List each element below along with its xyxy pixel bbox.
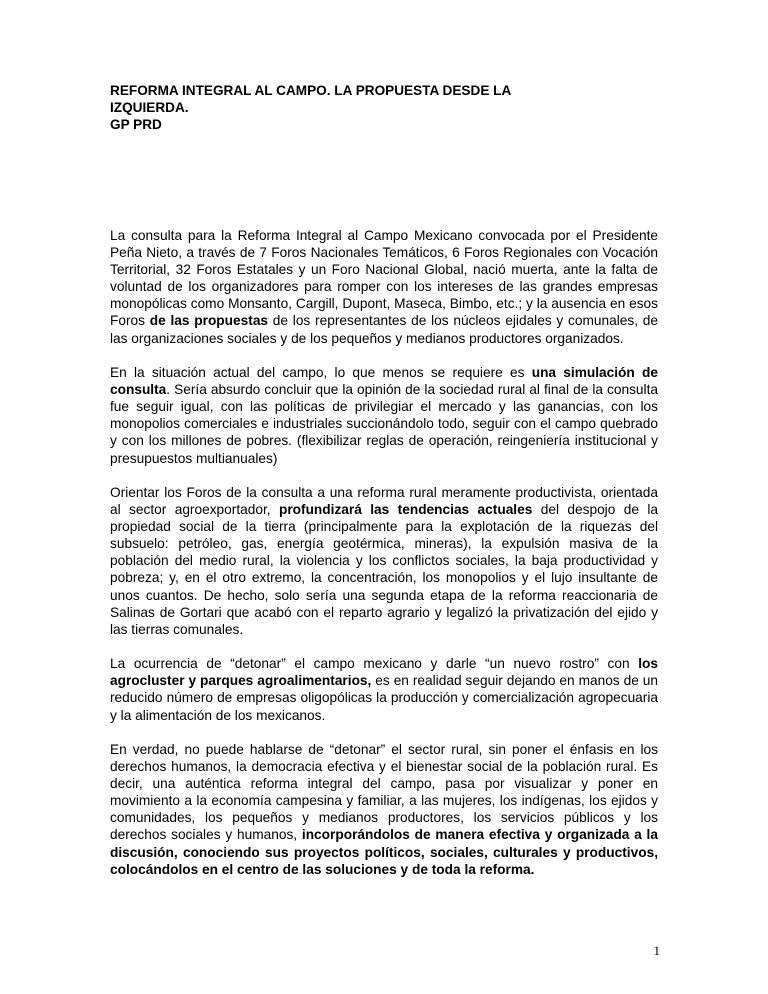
paragraph-text: Orientar los Foros de la consulta a una reforma rural meramente productivista, orientada al sector agroexportador,: [110, 485, 658, 518]
paragraph-bold-text: de las propuestas: [149, 313, 269, 329]
paragraph-text: . Sería absurdo concluir que la opinión de la sociedad rural al final de la consulta fue seguir igual, con las políticas de privilegiar el mercado y las ganancias, con los monopolios comerciales e industriales succionándolo todo, seguir con el campo quebrado y con los millones de pobres. (flexibilizar reglas de operación, reingeniería institucional y presupuestos multianuales): [110, 382, 658, 466]
title-line-3: GP PRD: [110, 117, 162, 132]
paragraph-2: [110, 364, 658, 467]
document-body: [110, 227, 658, 895]
title-line-2: IZQUIERDA.: [110, 100, 189, 115]
paragraph-text: del despojo de la propiedad social de la tierra (principalmente para la explotación de la riquezas del subsuelo: petróleo, gas, energía geotérmica, mineras), la expulsión masiva de la población del medio rural, la violencia y los conflictos sociales, la baja productividad y pobreza; y, en el otro extremo, la concentración, los monopolios y el lujo insultante de unos cuantos. De hecho, solo sería una segunda etapa de la reforma reaccionaria de Salinas de Gortari que acabó con el reparto agrario y legalizó la privatización del ejido y las tierras comunales.: [110, 502, 658, 637]
paragraph-3: [110, 484, 658, 638]
paragraph-bold-text: una simulación de consulta: [110, 365, 658, 398]
paragraph-1: [110, 227, 658, 347]
document-title: [110, 82, 670, 133]
paragraph-bold-text: incorporándolos de manera efectiva y organizada a la discusión, conociendo sus proyectos políticos, sociales, culturales y productivos, colocándolos en el centro de las soluciones y de toda la reforma.: [110, 827, 658, 877]
paragraph-text: La ocurrencia de “detonar” el campo mexicano y darle “un nuevo rostro” con: [110, 656, 639, 672]
paragraph-bold-text: los agrocluster y parques agroalimentarios,: [110, 656, 658, 689]
paragraph-5: [110, 741, 658, 878]
paragraph-text: La consulta para la Reforma Integral al Campo Mexicano convocada por el Presidente Peña Nieto, a través de 7 Foros Nacionales Temáticos, 6 Foros Regionales con Vocación Territorial, 32 Foros Estatales y un Foro Nacional Global, nació muerta, ante la falta de voluntad de los organizadores para romper con los intereses de las grandes empresas monopólicas como Monsanto, Cargill, Dupont, Maseca, Bimbo, etc.; y la ausencia en esos Foros: [110, 228, 658, 329]
paragraph-text: En verdad, no puede hablarse de “detonar” el sector rural, sin poner el énfasis en los derechos humanos, la democracia efectiva y el bienestar social de la población rural. Es decir, una auténtica reforma integral del campo, pasa por visualizar y poner en movimiento a la economía campesina y familiar, a las mujeres, los indígenas, los ejidos y comunidades, los pequeños y medianos productores, los servicios públicos y los derechos sociales y humanos,: [110, 742, 658, 843]
title-line-1: REFORMA INTEGRAL AL CAMPO. LA PROPUESTA DESDE LA: [110, 83, 512, 98]
paragraph-text: En la situación actual del campo, lo que menos se requiere es: [110, 365, 532, 381]
paragraph-text: de los representantes de los núcleos ejidales y comunales, de las organizaciones sociales y de los pequeños y medianos productores organizados.: [110, 313, 659, 346]
paragraph-4: [110, 655, 658, 723]
page-number: 1: [653, 943, 660, 958]
paragraph-text: es en realidad seguir dejando en manos de un reducido número de empresas oligopólicas la producción y comercialización agropecuaria y la alimentación de los mexicanos.: [110, 673, 658, 723]
paragraph-bold-text: profundizará las tendencias actuales: [278, 502, 533, 518]
